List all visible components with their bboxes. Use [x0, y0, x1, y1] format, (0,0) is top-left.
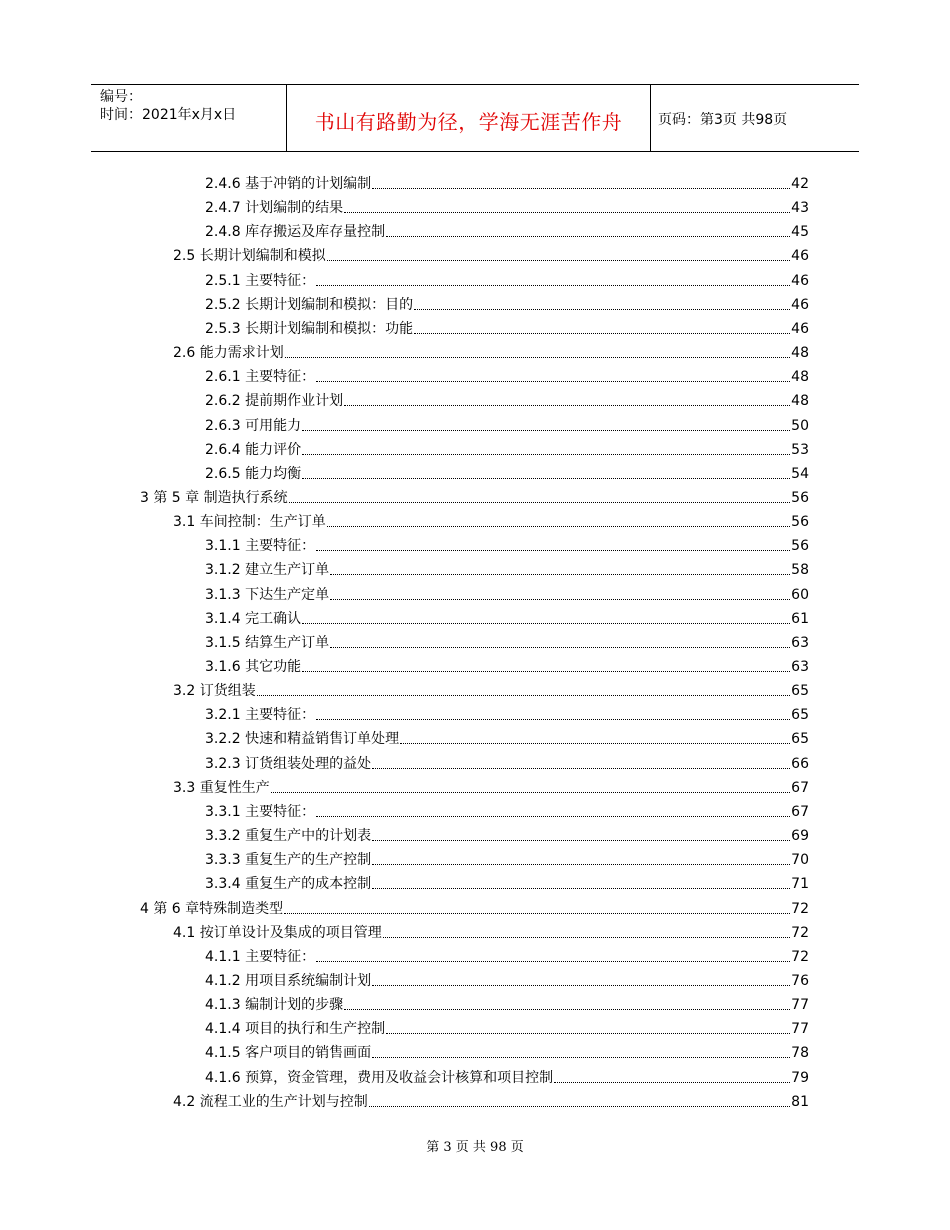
toc-entry-page: 65: [791, 707, 809, 723]
document-number-label: 编号：: [100, 89, 142, 105]
toc-entry[interactable]: [205, 946, 809, 966]
toc-dot-leader: [330, 574, 790, 575]
toc-entry[interactable]: [205, 463, 809, 483]
toc-entry[interactable]: [173, 922, 809, 942]
toc-entry-page: 42: [791, 176, 809, 192]
toc-entry[interactable]: [205, 825, 809, 845]
toc-dot-leader: [372, 1057, 790, 1058]
toc-dot-leader: [316, 550, 790, 551]
toc-entry-title: 4.1.1 主要特征：: [205, 949, 316, 965]
toc-dot-leader: [316, 381, 790, 382]
toc-dot-leader: [369, 1106, 790, 1107]
toc-dot-leader: [554, 1082, 790, 1083]
toc-dot-leader: [344, 1009, 790, 1010]
toc-dot-leader: [372, 864, 790, 865]
toc-entry-page: 48: [791, 345, 809, 361]
toc-entry-page: 61: [791, 611, 809, 627]
toc-dot-leader: [316, 961, 790, 962]
toc-entry-title: 3.2.1 主要特征：: [205, 707, 316, 723]
toc-entry-page: 77: [791, 997, 809, 1013]
toc-entry-title: 4.1.4 项目的执行和生产控制: [205, 1021, 386, 1037]
toc-dot-leader: [302, 430, 790, 431]
toc-entry-page: 46: [791, 248, 809, 264]
toc-entry[interactable]: [140, 487, 809, 507]
toc-entry[interactable]: [205, 439, 809, 459]
toc-entry-page: 60: [791, 587, 809, 603]
toc-entry[interactable]: [205, 970, 809, 990]
toc-entry-title: 2.6.2 提前期作业计划: [205, 393, 344, 409]
toc-dot-leader: [400, 743, 790, 744]
toc-dot-leader: [372, 768, 790, 769]
header-page-code: 页码：第3页 共98页: [658, 112, 788, 128]
toc-entry-page: 46: [791, 273, 809, 289]
toc-entry-page: 77: [791, 1021, 809, 1037]
toc-entry-title: 2.6.3 可用能力: [205, 418, 302, 434]
toc-dot-leader: [316, 816, 790, 817]
toc-entry-page: 65: [791, 683, 809, 699]
toc-dot-leader: [330, 599, 790, 600]
toc-entry-title: 2.4.8 库存搬运及库存量控制: [205, 224, 386, 240]
toc-entry-title: 3.1.4 完工确认: [205, 611, 302, 627]
toc-entry[interactable]: [205, 415, 809, 435]
toc-entry[interactable]: [205, 1042, 809, 1062]
toc-entry[interactable]: [205, 366, 809, 386]
toc-entry[interactable]: [205, 873, 809, 893]
toc-entry[interactable]: [205, 270, 809, 290]
toc-entry-page: 56: [791, 514, 809, 530]
toc-entry-page: 56: [791, 538, 809, 554]
toc-dot-leader: [372, 840, 790, 841]
toc-entry-title: 4.2 流程工业的生产计划与控制: [173, 1094, 368, 1110]
toc-dot-leader: [372, 888, 790, 889]
toc-dot-leader: [386, 1033, 790, 1034]
toc-dot-leader: [257, 695, 790, 696]
toc-entry-title: 3.3 重复性生产: [173, 780, 270, 796]
toc-dot-leader: [289, 502, 791, 503]
toc-entry-title: 3.1.1 主要特征：: [205, 538, 316, 554]
toc-entry-title: 2.4.7 计划编制的结果: [205, 200, 344, 216]
toc-entry[interactable]: [205, 221, 809, 241]
toc-entry[interactable]: [205, 849, 809, 869]
toc-entry-page: 72: [791, 925, 809, 941]
toc-entry-page: 46: [791, 321, 809, 337]
toc-entry[interactable]: [173, 511, 809, 531]
toc-entry[interactable]: [205, 632, 809, 652]
toc-entry[interactable]: [205, 728, 809, 748]
toc-entry[interactable]: [205, 390, 809, 410]
toc-entry[interactable]: [205, 801, 809, 821]
toc-entry-page: 63: [791, 635, 809, 651]
toc-entry-page: 79: [791, 1070, 809, 1086]
toc-entry-page: 63: [791, 659, 809, 675]
toc-entry-page: 58: [791, 562, 809, 578]
toc-dot-leader: [285, 357, 790, 358]
toc-entry-page: 71: [791, 876, 809, 892]
toc-entry-title: 2.5.3 长期计划编制和模拟：功能: [205, 321, 414, 337]
toc-entry[interactable]: [173, 777, 809, 797]
toc-entry[interactable]: [205, 608, 809, 628]
toc-entry-title: 3 第 5 章 制造执行系统: [140, 490, 288, 506]
toc-entry-title: 2.5.1 主要特征：: [205, 273, 316, 289]
toc-entry-title: 3.1.6 其它功能: [205, 659, 302, 675]
toc-entry-page: 46: [791, 297, 809, 313]
toc-dot-leader: [372, 188, 790, 189]
header-motto: 书山有路勤为径，学海无涯苦作舟: [314, 110, 623, 134]
toc-dot-leader: [330, 647, 790, 648]
toc-dot-leader: [383, 937, 790, 938]
toc-entry[interactable]: [173, 245, 809, 265]
toc-entry[interactable]: [205, 535, 809, 555]
toc-dot-leader: [386, 236, 790, 237]
toc-entry[interactable]: [205, 1018, 809, 1038]
toc-dot-leader: [327, 526, 790, 527]
toc-entry[interactable]: [205, 559, 809, 579]
toc-entry-title: 3.1.5 结算生产订单: [205, 635, 330, 651]
toc-entry-title: 3.2.2 快速和精益销售订单处理: [205, 731, 400, 747]
toc-dot-leader: [414, 333, 790, 334]
toc-dot-leader: [344, 405, 790, 406]
toc-entry[interactable]: [173, 342, 809, 362]
toc-dot-leader: [344, 212, 790, 213]
toc-entry-page: 45: [791, 224, 809, 240]
toc-entry[interactable]: [205, 753, 809, 773]
toc-entry-page: 54: [791, 466, 809, 482]
toc-entry[interactable]: [173, 680, 809, 700]
toc-entry-title: 4.1.3 编制计划的步骤: [205, 997, 344, 1013]
toc-dot-leader: [271, 792, 790, 793]
toc-entry-page: 67: [791, 780, 809, 796]
toc-dot-leader: [302, 478, 790, 479]
toc-entry[interactable]: [205, 197, 809, 217]
toc-entry-page: 56: [791, 490, 809, 506]
toc-entry-page: 72: [791, 901, 809, 917]
toc-entry-title: 3.3.3 重复生产的生产控制: [205, 852, 372, 868]
toc-dot-leader: [414, 309, 790, 310]
toc-entry-title: 2.4.6 基于冲销的计划编制: [205, 176, 372, 192]
toc-entry[interactable]: [205, 656, 809, 676]
toc-dot-leader: [316, 719, 790, 720]
toc-entry-title: 2.6.1 主要特征：: [205, 369, 316, 385]
toc-entry-title: 3.1.3 下达生产定单: [205, 587, 330, 603]
toc-entry-title: 3.2.3 订货组装处理的益处: [205, 756, 372, 772]
page-footer: 第 3 页 共 98 页: [426, 1140, 524, 1155]
toc-entry[interactable]: [205, 173, 809, 193]
toc-entry-title: 2.6 能力需求计划: [173, 345, 284, 361]
toc-entry-title: 3.3.2 重复生产中的计划表: [205, 828, 372, 844]
toc-entry-page: 43: [791, 200, 809, 216]
toc-entry-title: 2.6.5 能力均衡: [205, 466, 302, 482]
toc-dot-leader: [327, 260, 790, 261]
document-date-label: 时间：2021年x月x日: [100, 107, 237, 123]
toc-entry[interactable]: [205, 704, 809, 724]
toc-entry-page: 48: [791, 393, 809, 409]
toc-entry-page: 69: [791, 828, 809, 844]
toc-entry-page: 81: [791, 1094, 809, 1110]
toc-entry-page: 76: [791, 973, 809, 989]
toc-entry-page: 53: [791, 442, 809, 458]
toc-entry[interactable]: [205, 1067, 809, 1087]
toc-entry[interactable]: [173, 1091, 809, 1111]
toc-entry-title: 2.6.4 能力评价: [205, 442, 302, 458]
toc-dot-leader: [302, 671, 790, 672]
toc-entry[interactable]: [140, 898, 809, 918]
toc-entry-title: 3.1 车间控制：生产订单: [173, 514, 326, 530]
toc-entry-title: 2.5.2 长期计划编制和模拟：目的: [205, 297, 414, 313]
toc-entry-title: 4.1.2 用项目系统编制计划: [205, 973, 372, 989]
toc-entry-page: 65: [791, 731, 809, 747]
toc-entry-page: 78: [791, 1045, 809, 1061]
toc-entry-title: 4 第 6 章特殊制造类型: [140, 901, 284, 917]
toc-entry-title: 4.1 按订单设计及集成的项目管理: [173, 925, 382, 941]
toc-entry-page: 67: [791, 804, 809, 820]
toc-dot-leader: [372, 985, 790, 986]
toc-entry-title: 3.1.2 建立生产订单: [205, 562, 330, 578]
toc-entry-page: 48: [791, 369, 809, 385]
toc-entry[interactable]: [205, 994, 809, 1014]
toc-entry-page: 50: [791, 418, 809, 434]
toc-entry-title: 2.5 长期计划编制和模拟: [173, 248, 326, 264]
toc-entry-title: 4.1.5 客户项目的销售画面: [205, 1045, 372, 1061]
toc-entry[interactable]: [205, 294, 809, 314]
toc-dot-leader: [316, 285, 790, 286]
toc-entry-page: 70: [791, 852, 809, 868]
toc-entry-title: 3.3.4 重复生产的成本控制: [205, 876, 372, 892]
toc-entry-title: 4.1.6 预算，资金管理，费用及收益会计核算和项目控制: [205, 1070, 554, 1086]
toc-entry-title: 3.2 订货组装: [173, 683, 256, 699]
toc-entry-title: 3.3.1 主要特征：: [205, 804, 316, 820]
toc-entry-page: 72: [791, 949, 809, 965]
toc-dot-leader: [302, 454, 790, 455]
toc-entry-page: 66: [791, 756, 809, 772]
toc-entry[interactable]: [205, 584, 809, 604]
toc-dot-leader: [302, 623, 790, 624]
toc-entry[interactable]: [205, 318, 809, 338]
toc-dot-leader: [284, 913, 790, 914]
